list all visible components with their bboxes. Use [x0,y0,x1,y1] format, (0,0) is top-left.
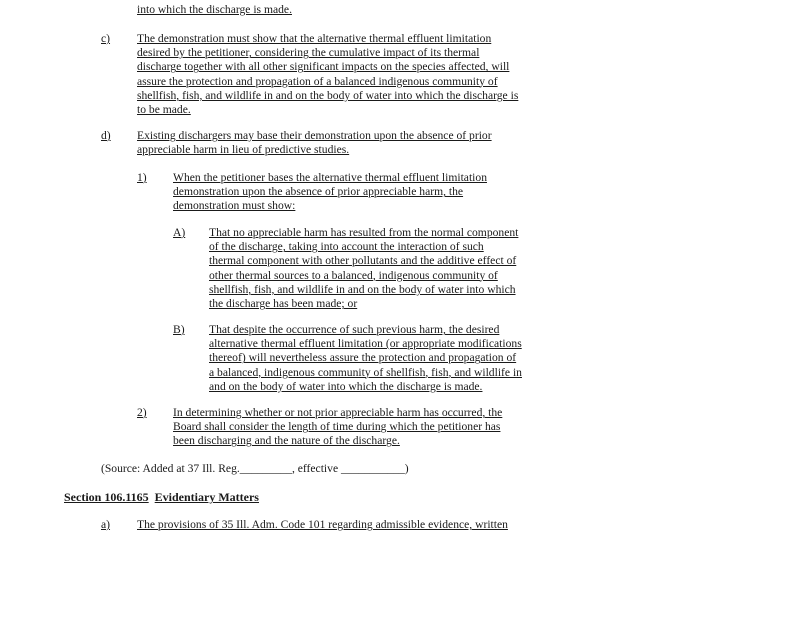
text-line: thereof) will nevertheless assure the protection and propagation of [209,351,517,365]
text-line: That despite the occurrence of such previous harm, the desired [209,323,500,336]
text-line: a balanced, indigenous community of shellfish, fish, and wildlife in [209,365,522,379]
source-suffix: ) [404,462,409,475]
text-line: shellfish, fish, and wildlife in and on the body of water into which the discharge is [137,88,519,102]
text-line: The provisions of 35 Ill. Adm. Code 101 regarding admissible evidence, written [137,518,508,531]
source-blank-effective: ___________ [340,462,405,475]
text-line: other thermal sources to a balanced, indigenous community of [209,268,498,282]
text-line: That no appreciable harm has resulted from the normal component [209,226,519,239]
text-line: shellfish, fish, and wildlife in and on the body of water into which [209,282,516,296]
text-line: thermal component with other pollutants and the additive effect of [209,254,517,268]
subparagraph-label-B: B) [173,323,185,336]
source-blank-reg: _________ [239,462,292,475]
source-prefix: (Source: Added at 37 Ill. Reg. [101,462,240,475]
text-line: the discharge has been made; or [209,297,358,311]
subsection-d-text [137,129,492,157]
text-line: desired by the petitioner, considering the cumulative impact of its thermal [137,46,480,60]
source-note [101,462,409,475]
subsection-a-text [137,518,508,532]
paragraph-2-text [173,406,502,449]
subparagraph-label-A: A) [173,226,186,239]
text-line: of the discharge, taking into account the interaction of such [209,240,484,254]
text-line: In determining whether or not prior appreciable harm has occurred, the [173,406,503,419]
subsection-c-text [137,32,518,117]
text-line: to be made. [137,103,191,117]
subparagraph-A-text [209,226,518,311]
text-line: assure the protection and propagation of a balanced indigenous community of [137,74,498,88]
continued-text-line: into which the discharge is made. [137,3,292,16]
text-line: Existing dischargers may base their demonstration upon the absence of prior [137,129,492,142]
source-middle: , effective [291,462,341,475]
text-line: discharge together with all other significant impacts on the species affected, will [137,60,510,74]
paragraph-label-1: 1) [137,171,147,184]
subparagraph-B-text [209,323,522,394]
text-line: alternative thermal effluent limitation (or appropriate modifications [209,337,522,351]
text-line: been discharging and the nature of the discharge. [173,434,400,448]
section-number: Section 106.1165 [64,490,149,504]
section-heading [64,490,259,505]
subsection-label-d: d) [101,129,111,142]
section-title: Evidentiary Matters [154,490,259,504]
subsection-label-a: a) [101,518,111,531]
text-line: demonstration must show: [173,199,296,213]
paragraph-1-text [173,171,487,214]
paragraph-label-2: 2) [137,406,147,419]
text-line: When the petitioner bases the alternative thermal effluent limitation [173,171,487,184]
text-line: Board shall consider the length of time during which the petitioner has [173,420,501,434]
text-line: The demonstration must show that the alternative thermal effluent limitation [137,32,492,45]
text-line: and on the body of water into which the discharge is made. [209,379,483,393]
subsection-label-c: c) [101,32,111,45]
text-line: demonstration upon the absence of prior appreciable harm, the [173,185,464,199]
text-line: appreciable harm in lieu of predictive studies. [137,143,350,157]
